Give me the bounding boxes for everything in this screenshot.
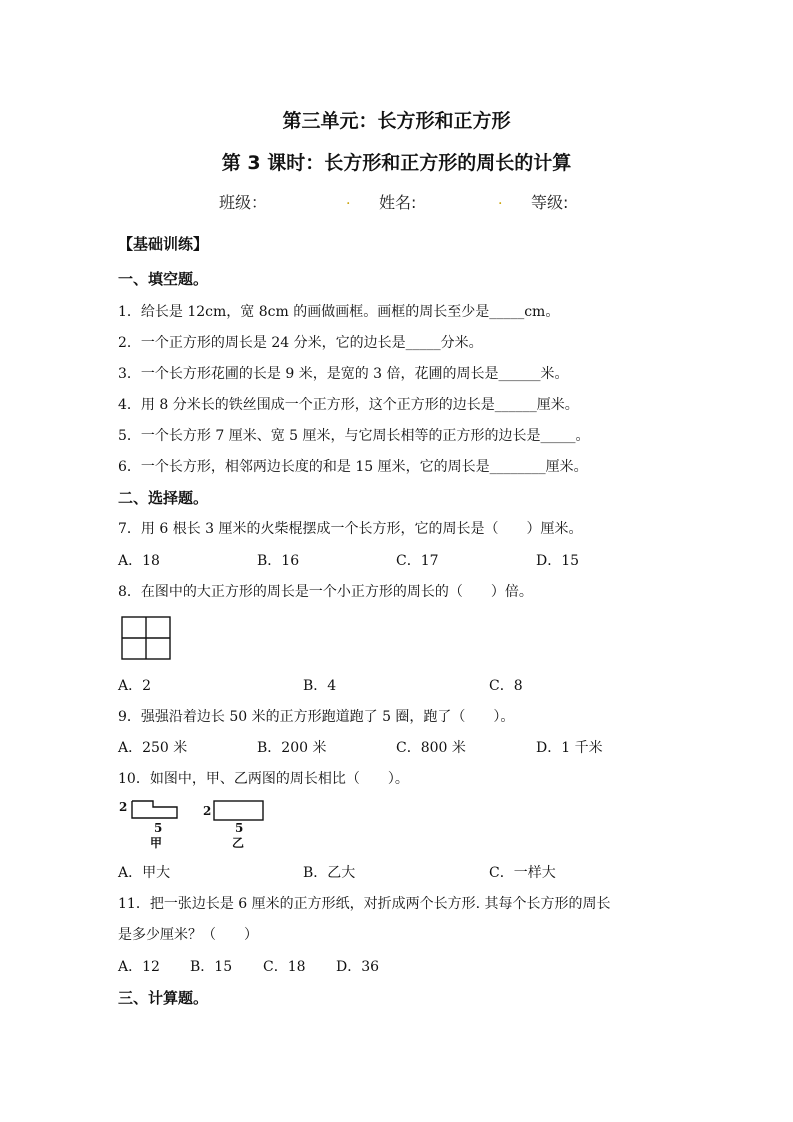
yi-figure <box>213 800 265 822</box>
q8-option-a: A．2 <box>118 678 152 694</box>
q9-option-c: C．800 米 <box>396 740 466 756</box>
page-subtitle: 第 3 课时：长方形和正方形的周长的计算 <box>221 152 572 174</box>
question-1: 1．给长是 12cm，宽 8cm 的画做画框。画框的周长至少是_____cm。 <box>118 304 560 320</box>
name-label: 姓名: <box>379 193 417 212</box>
yi-label: 乙 <box>232 836 245 850</box>
section-choice: 二、选择题。 <box>118 489 209 507</box>
q11-option-d: D．36 <box>336 959 380 975</box>
question-8: 8．在图中的大正方形的周长是一个小正方形的周长的（ ）倍。 <box>118 584 533 600</box>
q10-option-b: B．乙大 <box>303 865 356 881</box>
grade-label: 等级: <box>531 193 569 212</box>
yi-height-label: 2 <box>203 804 212 818</box>
big-square-figure <box>121 616 173 662</box>
q7-option-b: B．16 <box>257 553 300 569</box>
question-10: 10．如图中，甲、乙两图的周长相比（ ）。 <box>118 771 409 787</box>
q9-option-d: D．1 千米 <box>536 740 603 756</box>
question-11-line2: 是多少厘米？（ ） <box>118 927 258 943</box>
jia-figure <box>131 800 181 820</box>
jia-label: 甲 <box>150 836 163 850</box>
question-11-line1: 11．把一张边长是 6 厘米的正方形纸，对折成两个长方形. 其每个长方形的周长 <box>118 896 611 912</box>
q8-option-b: B．4 <box>303 678 337 694</box>
q9-option-a: A．250 米 <box>118 740 188 756</box>
question-2: 2．一个正方形的周长是 24 分米，它的边长是_____分米。 <box>118 335 483 351</box>
q11-option-c: C．18 <box>263 959 306 975</box>
question-3: 3．一个长方形花圃的长是 9 米，是宽的 3 倍，花圃的周长是______米。 <box>118 366 569 382</box>
q11-option-a: A．12 <box>118 959 160 975</box>
page-title: 第三单元：长方形和正方形 <box>282 110 511 132</box>
q9-option-b: B．200 米 <box>257 740 327 756</box>
question-7: 7．用 6 根长 3 厘米的火柴棍摆成一个长方形，它的周长是（ ）厘米。 <box>118 521 583 537</box>
question-9: 9．强强沿着边长 50 米的正方形跑道跑了 5 圈，跑了（ ）。 <box>118 709 515 725</box>
q7-option-d: D．15 <box>536 553 580 569</box>
class-label: 班级： <box>219 193 268 212</box>
section-fill-blank: 一、填空题。 <box>118 270 209 288</box>
yi-width-label: 5 <box>235 821 244 835</box>
q10-option-a: A．甲大 <box>118 865 171 881</box>
jia-height-label: 2 <box>119 800 128 814</box>
q7-option-c: C．17 <box>396 553 439 569</box>
section-calculation: 三、计算题。 <box>118 989 209 1007</box>
name-blank-mark: . <box>498 192 503 208</box>
section-basic-training: 【基础训练】 <box>118 235 209 253</box>
q8-option-c: C．8 <box>489 678 523 694</box>
class-blank-mark: . <box>346 192 351 208</box>
q11-option-b: B．15 <box>190 959 233 975</box>
q10-option-c: C．一样大 <box>489 865 556 881</box>
q7-option-a: A．18 <box>118 553 160 569</box>
question-5: 5．一个长方形 7 厘米、宽 5 厘米，与它周长相等的正方形的边长是_____。 <box>118 428 590 444</box>
jia-width-label: 5 <box>154 821 163 835</box>
question-4: 4．用 8 分米长的铁丝围成一个正方形，这个正方形的边长是______厘米。 <box>118 397 579 413</box>
question-6: 6．一个长方形，相邻两边长度的和是 15 厘米，它的周长是________厘米。 <box>118 459 588 475</box>
